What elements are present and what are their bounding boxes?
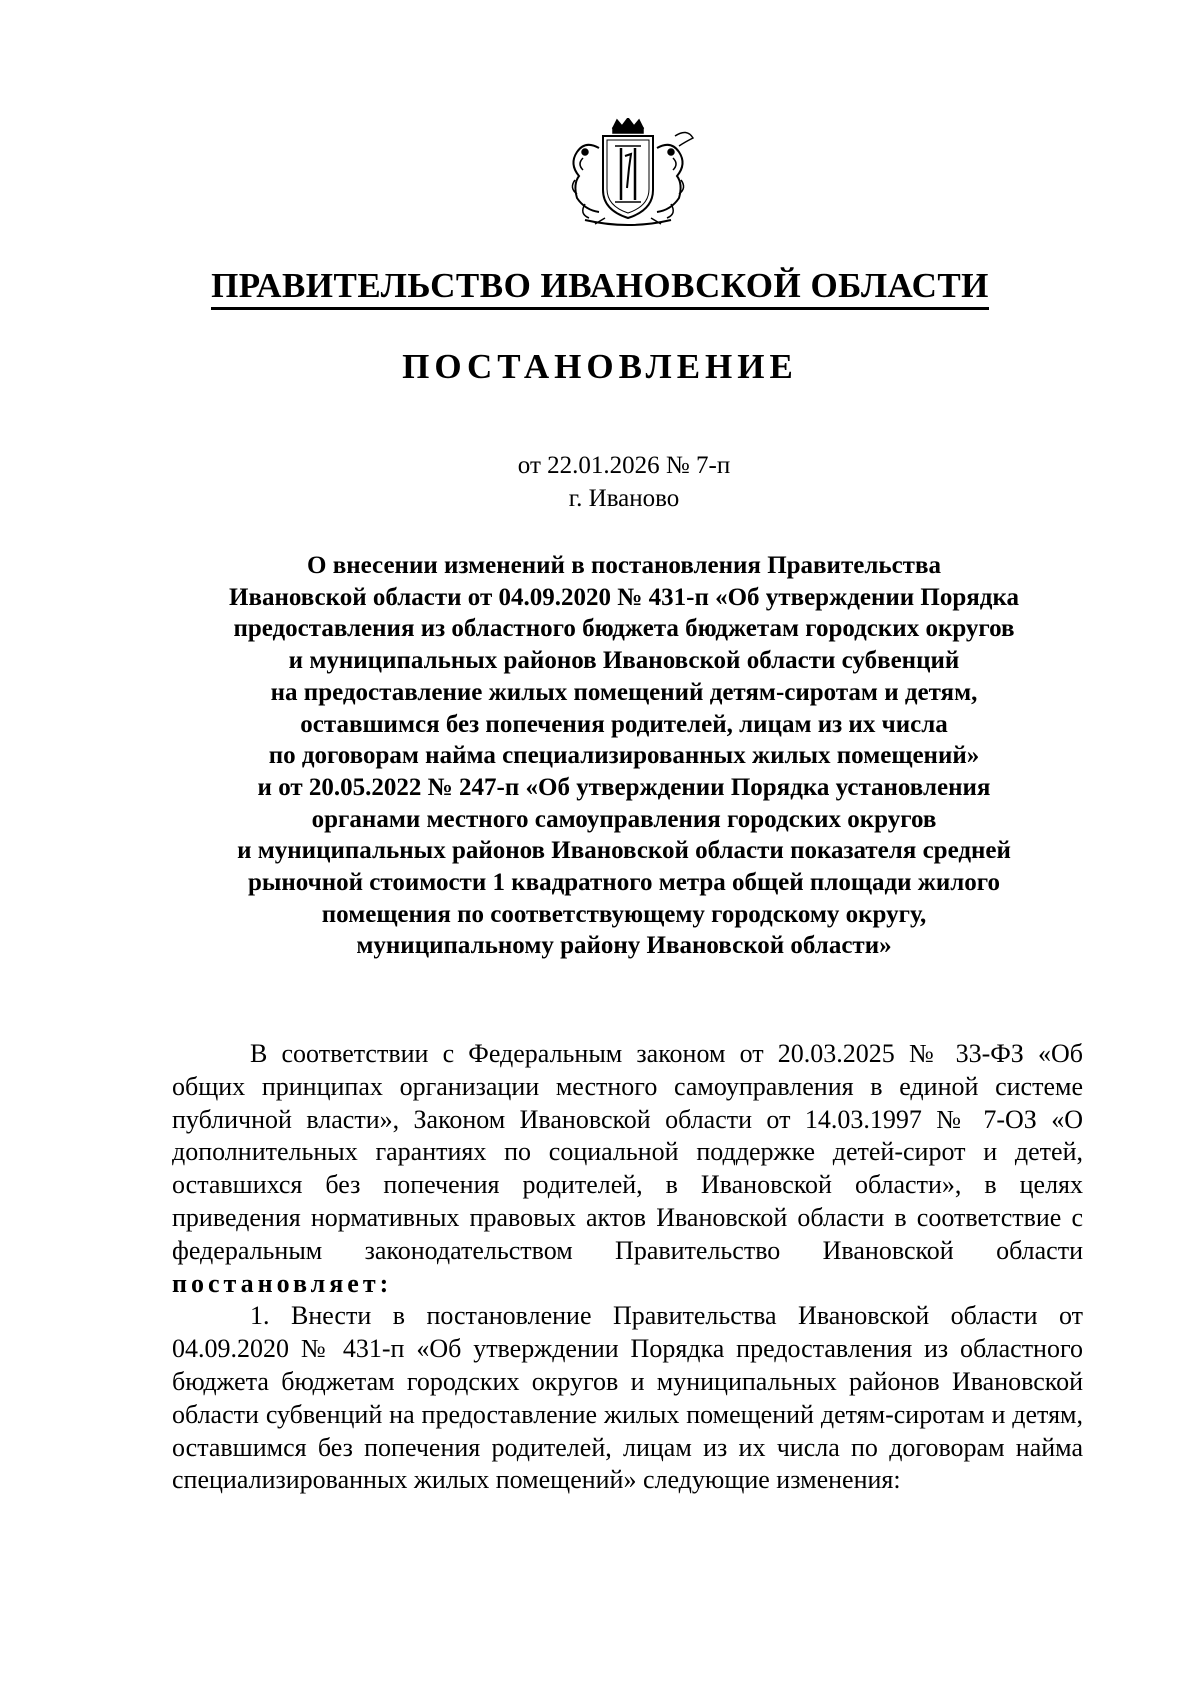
organization-name — [0, 266, 1200, 310]
title-line: по договорам найма специализированных жилых помещений» — [268, 742, 980, 770]
title-line: и муниципальных районов Ивановской области субвенций — [288, 647, 960, 675]
document-city: г. Иваново — [568, 485, 680, 512]
item-1-paragraph: 1. Внести в постановление Правительства Ивановской области от 04.09.2020 № 431-п «Об утверждении Порядка предоставления из областного бюджета бюджетам городских округов и муниципальных районов Ивановской области субвенций на предоставление жилых помещений детям-сиротам и детям, оставшимся без попечения родителей, лицам из их числа по договорам найма специализированных жилых помещений» следующие изменения: — [172, 1301, 1083, 1495]
document-body — [172, 1038, 1083, 1497]
title-line: Ивановской области от 04.09.2020 № 431-п «Об утверждении Порядка — [229, 583, 1019, 611]
preamble-text: В соответствии с Федеральным законом от 20.03.2025 № 33-ФЗ «Об общих принципах организации местного самоуправления в единой системе публичной власти», Законом Ивановской области от 14.03.1997 № 7-ОЗ «О дополнительных гарантиях по социальной поддержке детей-сирот и детей, оставшихся без попечения родителей, в Ивановской области», в целях приведения нормативных правовых актов Ивановской области в соответствие с федеральным законодательством Правительство Ивановской области — [172, 1039, 1083, 1265]
organization-name-text: ПРАВИТЕЛЬСТВО ИВАНОВСКОЙ ОБЛАСТИ — [211, 267, 989, 310]
title-line: муниципальному району Ивановской области» — [356, 932, 892, 960]
title-line: помещения по соответствующему городскому округу, — [321, 900, 927, 928]
document-title — [150, 550, 1098, 962]
title-line: О внесении изменений в постановления Правительства — [307, 552, 941, 579]
document-date-number: от 22.01.2026 № 7-п — [517, 452, 731, 479]
title-line: и от 20.05.2022 № 247-п «Об утверждении Порядка установления — [257, 773, 991, 801]
title-line: оставшимся без попечения родителей, лицам из их числа — [300, 710, 948, 738]
title-line: на предоставление жилых помещений детям-сиротам и детям, — [270, 678, 978, 706]
preamble-paragraph — [172, 1038, 1083, 1300]
document-type: ПОСТАНОВЛЕНИЕ — [402, 347, 798, 386]
title-line: рыночной стоимости 1 квадратного метра общей площади жилого — [247, 869, 1001, 897]
coat-of-arms-icon — [555, 118, 701, 228]
title-line: органами местного самоуправления городских округов — [311, 805, 937, 833]
resolves-keyword: постановляет: — [172, 1268, 393, 1298]
title-line: предоставления из областного бюджета бюджетам городских округов — [233, 615, 1015, 643]
title-line: и муниципальных районов Ивановской области показателя средней — [237, 837, 1011, 865]
